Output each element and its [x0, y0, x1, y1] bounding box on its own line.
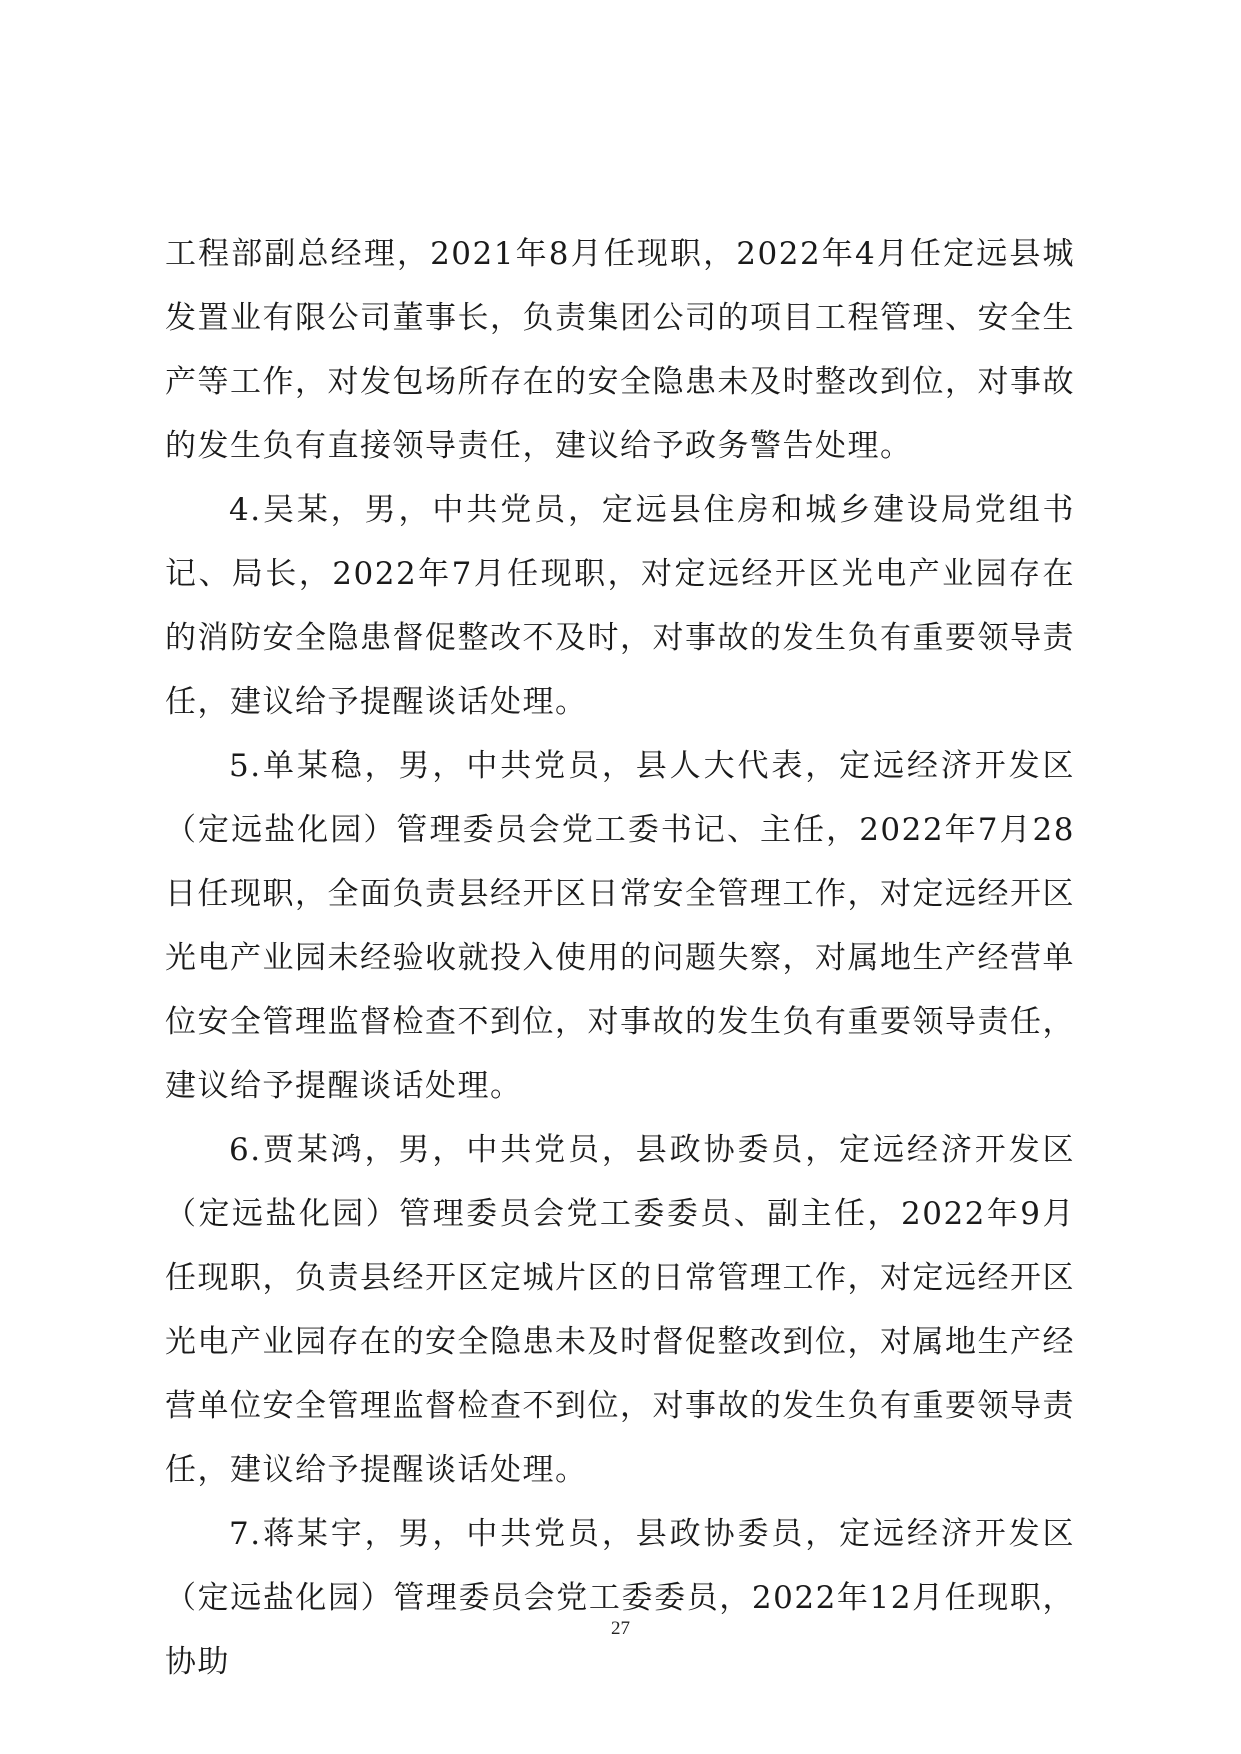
paragraph-item-6: 6.贾某鸿，男，中共党员，县政协委员，定远经济开发区（定远盐化园）管理委员会党工委委员、副主任，2022年9月任现职，负责县经开区定城片区的日常管理工作，对定远经开区光电产业园存在的安全隐患未及时督促整改到位，对属地生产经营单位安全管理监督检查不到位，对事故的发生负有重要领导责任，建议给予提醒谈话处理。 — [165, 1132, 1075, 1488]
paragraph-item-5: 5.单某稳，男，中共党员，县人大代表，定远经济开发区（定远盐化园）管理委员会党工委书记、主任，2022年7月28日任现职，全面负责县经开区日常安全管理工作，对定远经开区光电产业园未经验收就投入使用的问题失察，对属地生产经营单位安全管理监督检查不到位，对事故的发生负有重要领导责任，建议给予提醒谈话处理。 — [165, 748, 1075, 1104]
paragraph-item-4: 4.吴某，男，中共党员，定远县住房和城乡建设局党组书记、局长，2022年7月任现职，对定远经开区光电产业园存在的消防安全隐患督促整改不及时，对事故的发生负有重要领导责任，建议给予提醒谈话处理。 — [165, 492, 1075, 720]
paragraph-continuation: 工程部副总经理，2021年8月任现职，2022年4月任定远县城发置业有限公司董事长，负责集团公司的项目工程管理、安全生产等工作，对发包场所存在的安全隐患未及时整改到位，对事故的发生负有直接领导责任，建议给予政务警告处理。 — [165, 236, 1075, 464]
paragraph-item-7: 7.蒋某宇，男，中共党员，县政协委员，定远经济开发区（定远盐化园）管理委员会党工委委员，2022年12月任现职，协助 — [165, 1516, 1075, 1680]
document-body — [165, 222, 1075, 1694]
page-number: 27 — [611, 1618, 630, 1639]
